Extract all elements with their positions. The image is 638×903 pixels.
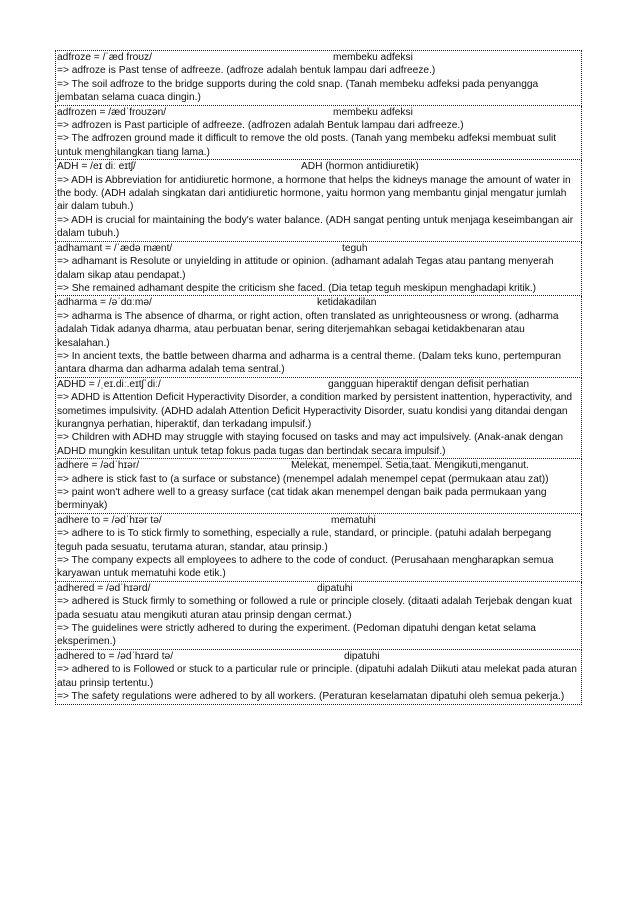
headword-pronunciation: adhered to = /ədˈhɪərd tə/ <box>57 650 174 662</box>
example-line: => paint won't adhere well to a greasy surface (cat tidak akan menempel dengan baik pada permukaan yang berminyak) <box>57 487 547 512</box>
headword-pronunciation: adhere = /ədˈhɪər/ <box>57 460 140 472</box>
example-line: => Children with ADHD may struggle with staying focused on tasks and may act impulsively. (Anak-anak dengan ADHD mungkin kesulitan untuk tetap fokus pada tugas dan bertindak secara impulsif.) <box>57 432 564 457</box>
entry-head <box>57 582 579 595</box>
headword-pronunciation: adhered = /ədˈhɪərd/ <box>57 582 151 594</box>
entry-head <box>57 650 579 663</box>
headword-pronunciation: adfroze = /ˈæd froʊz/ <box>57 52 152 63</box>
example-line: => The company expects all employees to adhere to the code of conduct. (Perusahaan mengharapkan semua karyawan untuk mematuhi kode etik.) <box>57 555 554 580</box>
indonesian-meaning: gangguan hiperaktif dengan defisit perhatian <box>328 378 530 390</box>
entry-head <box>57 242 579 255</box>
entry-head <box>57 514 579 527</box>
definition-line: => adhered to is Followed or stuck to a particular rule or principle. (dipatuhi adalah Diikuti atau melekat pada aturan atau prinsip tertentu.) <box>57 664 577 689</box>
dictionary-page <box>55 50 582 705</box>
indonesian-meaning: ADH (hormon antidiuretik) <box>301 161 419 173</box>
definition-line: => adhere is stick fast to (a surface or substance) (menempel adalah menempel cepat (permukaan atau zat)) <box>57 473 549 485</box>
indonesian-meaning: teguh <box>342 242 368 254</box>
entry-adhered-to <box>55 650 582 705</box>
entry-adharma <box>55 296 582 377</box>
definition-line: => adharma is The absence of dharma, or right action, often translated as unrighteousness or wrong. (adharma adalah Tidak adanya dharma, atau perbuatan benar, sering diterjemahkan sebagai ketidakbenaran atau kesalahan.) <box>57 310 559 349</box>
entry-head <box>57 160 579 173</box>
entry-adhered <box>55 582 582 650</box>
example-line: => The adfrozen ground made it difficult to remove the old posts. (Tanah yang membeku adfeksi membuat sulit untuk menghilangkan tiang lama.) <box>57 133 557 158</box>
entry-head <box>57 296 579 309</box>
headword-pronunciation: ADH = /eɪ diː eɪtʃ/ <box>57 161 136 173</box>
indonesian-meaning: dipatuhi <box>317 582 353 594</box>
definition-line: => ADHD is Attention Deficit Hyperactivity Disorder, a condition marked by persistent inattention, hyperactivity, and sometimes impulsivity. (ADHD adalah Attention Deficit Hyperactivity Disorder, suatu kondisi yang ditandai dengan kurangnya perhatian, hiperaktif, dan terkadang impulsif.) <box>57 392 573 430</box>
entry-adfroze <box>55 50 582 106</box>
entry-head <box>57 378 579 391</box>
definition-line: => adfroze is Past tense of adfreeze. (adfroze adalah bentuk lampau dari adfreeze.) <box>57 65 436 77</box>
definition-line: => adhere to is To stick firmly to something, especially a rule, standard, or principle. (patuhi adalah berpegang teguh pada sesuatu, terutama aturan, standar, atau prinsip.) <box>57 528 552 553</box>
entry-adhamant <box>55 242 582 297</box>
indonesian-meaning: mematuhi <box>331 514 376 526</box>
entry-adh <box>55 160 582 241</box>
definition-line: => adfrozen is Past participle of adfreeze. (adfrozen adalah Bentuk lampau dari adfreeze.) <box>57 120 464 132</box>
entry-head <box>57 106 579 119</box>
entry-head <box>57 459 579 472</box>
entry-adhd <box>55 378 582 459</box>
headword-pronunciation: adhamant = /ˈædə mænt/ <box>57 242 173 254</box>
indonesian-meaning: Melekat, menempel. Setia,taat. Mengikuti,menganut. <box>291 460 529 472</box>
indonesian-meaning: membeku adfeksi <box>333 106 413 118</box>
indonesian-meaning: membeku adfeksi <box>333 52 413 63</box>
headword-pronunciation: adfrozen = /ædˈfroʊzən/ <box>57 106 167 118</box>
entry-adhere-to <box>55 514 582 582</box>
headword-pronunciation: adharma = /əˈdɑːmə/ <box>57 297 152 309</box>
definition-line: => ADH is Abbreviation for antidiuretic hormone, a hormone that helps the kidneys manage the amount of water in the body. (ADH adalah singkatan dari antidiuretic hormone, yaitu hormon yang membantu ginjal mengatur jumlah air dalam tubuh.) <box>57 174 571 213</box>
example-line: => The guidelines were strictly adhered to during the experiment. (Pedoman dipatuhi dengan ketat selama eksperimen.) <box>57 623 536 648</box>
example-line: => She remained adhamant despite the criticism she faced. (Dia tetap teguh meskipun menghadapi kritik.) <box>57 282 537 294</box>
example-line: => The soil adfroze to the bridge supports during the cold snap. (Tanah membeku adfeksi pada penyangga jembatan selama cuaca dingin.) <box>57 78 539 104</box>
entry-adhere <box>55 459 582 514</box>
example-line: => The safety regulations were adhered to by all workers. (Peraturan keselamatan dipatuhi oleh semua pekerja.) <box>57 691 565 703</box>
example-line: => ADH is crucial for maintaining the body's water balance. (ADH sangat penting untuk menjaga keseimbangan air dalam tubuh.) <box>57 214 574 240</box>
indonesian-meaning: dipatuhi <box>344 650 380 662</box>
headword-pronunciation: adhere to = /ədˈhɪər tə/ <box>57 514 162 526</box>
example-line: => In ancient texts, the battle between dharma and adharma is a central theme. (Dalam teks kuno, pertempuran antara dharma dan adharma adalah tema sentral.) <box>57 350 561 376</box>
headword-pronunciation: ADHD = /ˌeɪ.diː.eɪtʃˈdiː/ <box>57 378 161 390</box>
indonesian-meaning: ketidakadilan <box>317 297 377 309</box>
entry-head <box>57 51 579 64</box>
entry-adfrozen <box>55 106 582 161</box>
definition-line: => adhamant is Resolute or unyielding in attitude or opinion. (adhamant adalah Tegas atau pantang menyerah dalam sikap atau pendapat.) <box>57 256 554 281</box>
definition-line: => adhered is Stuck firmly to something or followed a rule or principle closely. (ditaati adalah Terjebak dengan kuat pada sesuatu atau mengikuti aturan atau prinsip dengan cermat.) <box>57 596 572 621</box>
